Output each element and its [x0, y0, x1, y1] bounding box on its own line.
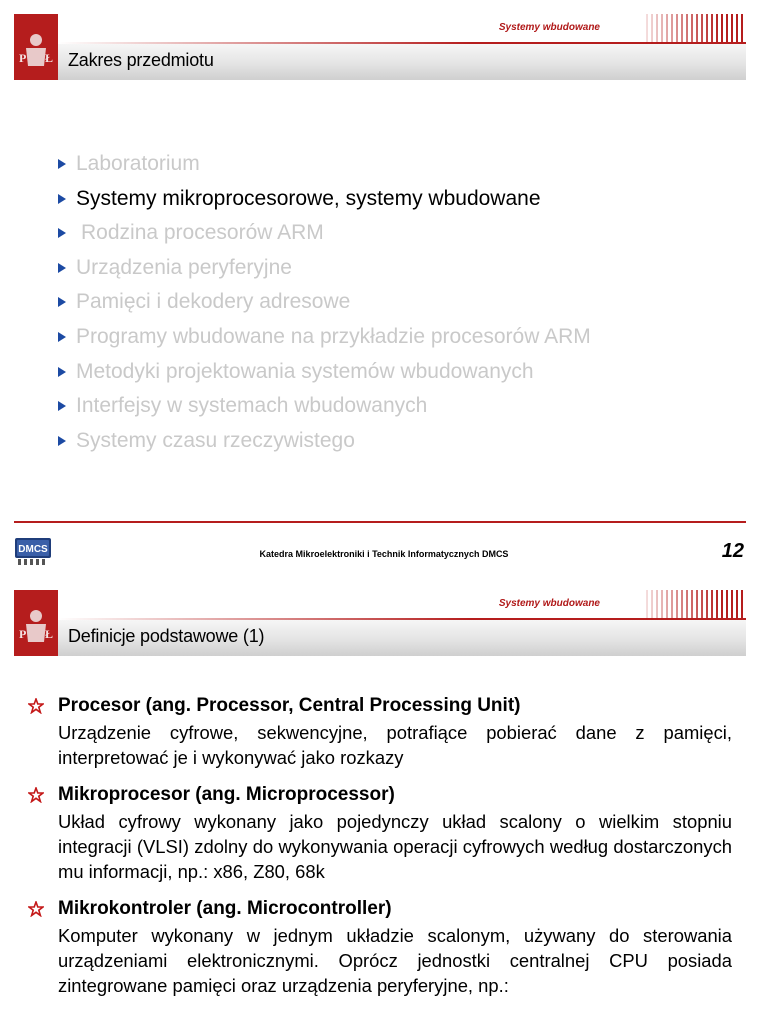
list-item: Interfejsy w systemach wbudowanych: [58, 392, 591, 427]
triangle-bullet-icon: [58, 263, 66, 273]
slide-header: [14, 590, 746, 656]
course-subject: Systemy wbudowane: [498, 22, 600, 33]
list-item-active: Systemy mikroprocesorowe, systemy wbudowane: [58, 185, 591, 220]
footer-department: Katedra Mikroelektroniki i Technik Informatycznych DMCS: [259, 549, 509, 559]
definition-description: Urządzenie cyfrowe, sekwencyjne, potrafiące pobierać dane z pamięci, interpretować je i wykonywać jako rozkazy: [58, 722, 732, 768]
definition-item: [28, 781, 732, 884]
header-stripes: [646, 14, 746, 44]
triangle-bullet-icon: [58, 436, 66, 446]
definition-term: Procesor (ang. Processor, Central Processing Unit): [58, 695, 521, 716]
topic-list: [58, 150, 591, 461]
page-number: 12: [721, 540, 744, 562]
triangle-bullet-icon: [58, 159, 66, 169]
definition-item: [28, 692, 732, 770]
definitions-list: [28, 692, 732, 1009]
definition-term: Mikroprocesor (ang. Microprocessor): [58, 784, 395, 805]
star-bullet-icon: [28, 698, 44, 714]
triangle-bullet-icon: [58, 297, 66, 307]
slide-title: Definicje podstawowe (1): [68, 626, 265, 646]
university-logo-icon: [14, 14, 58, 80]
slide-definicje-podstawowe: [0, 576, 768, 1024]
star-bullet-icon: [28, 787, 44, 803]
list-item: Metodyki projektowania systemów wbudowanych: [58, 358, 591, 393]
slide-header: [14, 14, 746, 80]
course-subject: Systemy wbudowane: [498, 598, 600, 609]
university-logo-icon: [14, 590, 58, 656]
list-item: Rodzina procesorów ARM: [58, 219, 591, 254]
svg-text:P: P: [19, 51, 27, 65]
svg-text:P: P: [19, 627, 27, 641]
triangle-bullet-icon: [58, 401, 66, 411]
header-stripes: [646, 590, 746, 620]
header-red-line: [58, 618, 746, 620]
list-item: Programy wbudowane na przykładzie procesorów ARM: [58, 323, 591, 358]
star-bullet-icon: [28, 901, 44, 917]
slide-title: Zakres przedmiotu: [68, 50, 214, 70]
svg-text:Ł: Ł: [45, 51, 54, 65]
definition-description: Komputer wykonany w jednym układzie scalonym, używany do sterowania urządzeniami elektronicznymi. Oprócz jednostki centralnej CPU posiada zintegrowane pamięci oraz urządzenia peryferyjne, np.:: [58, 925, 732, 996]
triangle-bullet-icon: [58, 194, 66, 204]
header-red-line: [58, 42, 746, 44]
triangle-bullet-icon: [58, 367, 66, 377]
definition-item: [28, 895, 732, 998]
list-item: Laboratorium: [58, 150, 591, 185]
svg-text:Ł: Ł: [45, 627, 54, 641]
triangle-bullet-icon: [58, 228, 66, 238]
list-item: Systemy czasu rzeczywistego: [58, 427, 591, 462]
definition-description: Układ cyfrowy wykonany jako pojedynczy układ scalony o wielkim stopniu integracji (VLSI) zdolny do wykonywania operacji cyfrowych według dostarczonych mu informacji, np.: x86, Z80, 68k: [58, 811, 732, 882]
svg-text:DMCS: DMCS: [18, 544, 48, 555]
definition-term: Mikrokontroler (ang. Microcontroller): [58, 898, 392, 919]
footer-red-line: [14, 521, 746, 523]
triangle-bullet-icon: [58, 332, 66, 342]
list-item: Urządzenia peryferyjne: [58, 254, 591, 289]
list-item: Pamięci i dekodery adresowe: [58, 288, 591, 323]
